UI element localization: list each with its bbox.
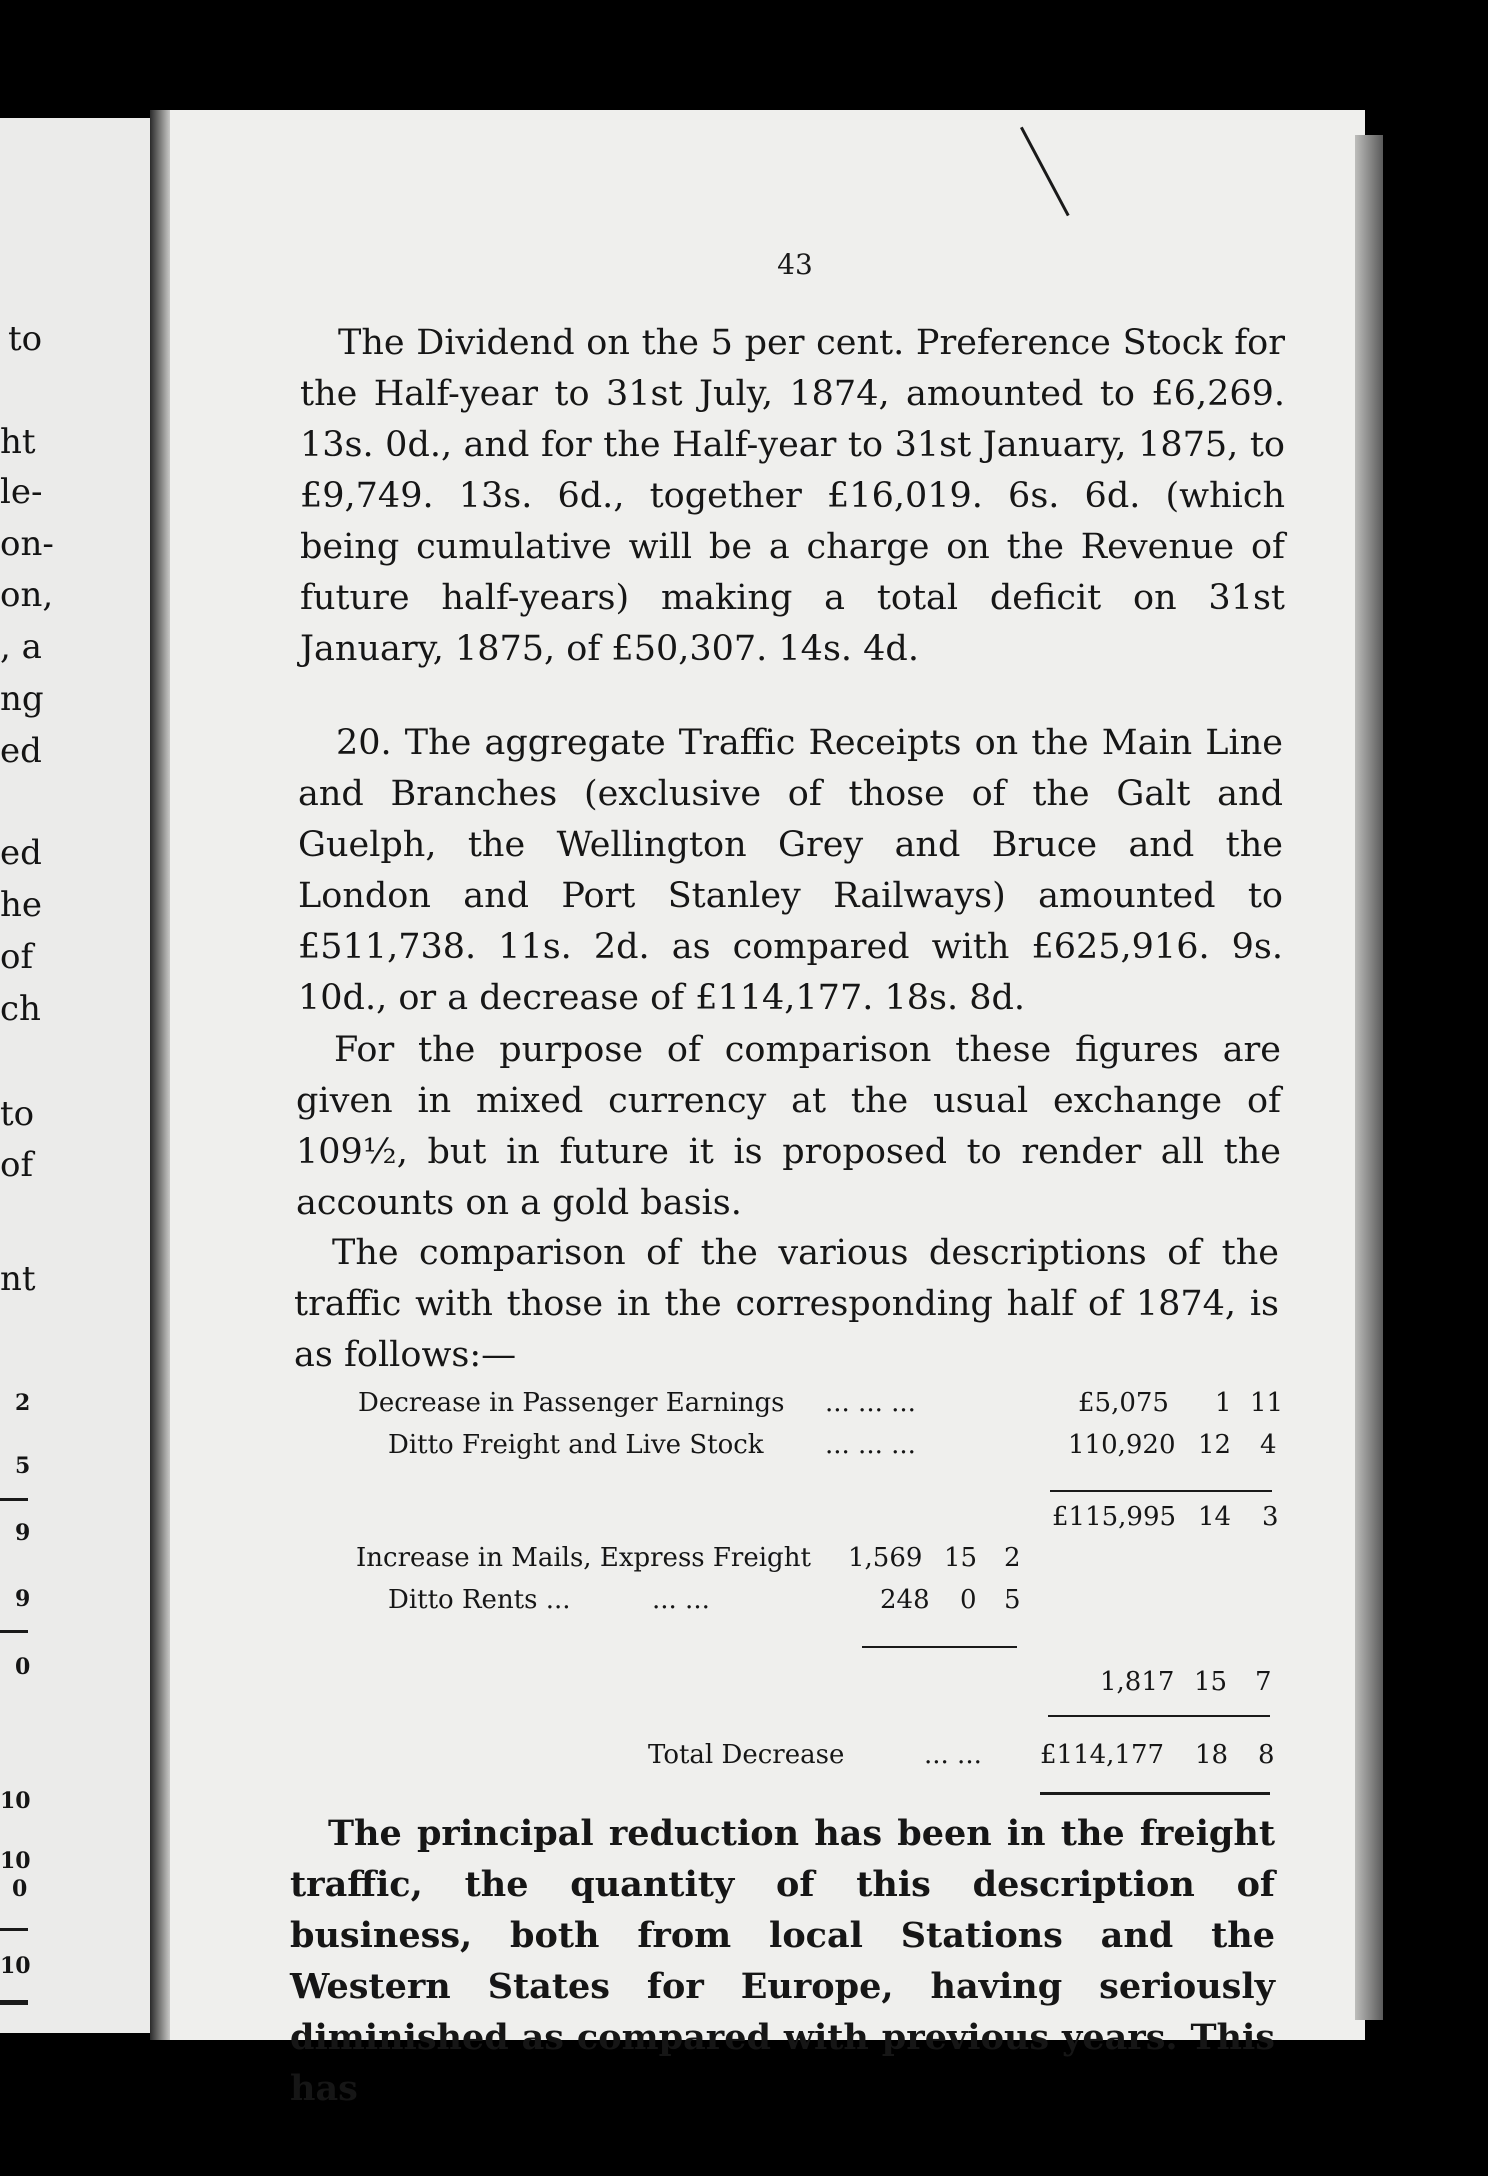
row-label: Increase in Mails, Express Freight	[356, 1543, 811, 1573]
left-fragment: of	[0, 937, 34, 977]
left-fragment: 10	[0, 1953, 31, 1979]
row-shillings: 18	[1195, 1740, 1229, 1770]
row-shillings: 15	[944, 1543, 978, 1573]
row-pence: 5	[1004, 1585, 1021, 1615]
left-fragment: 0	[12, 1876, 28, 1902]
table-rule	[1050, 1490, 1272, 1492]
table-row	[0, 1430, 1300, 1460]
row-amount: 110,920	[1068, 1430, 1176, 1460]
table-row	[0, 1585, 1300, 1615]
table-row	[0, 1543, 1300, 1573]
page-edge	[1355, 135, 1383, 2020]
row-pence: 8	[1258, 1740, 1275, 1770]
row-dots: ... ... ...	[825, 1430, 916, 1460]
row-pence: 2	[1004, 1543, 1021, 1573]
table-subtotal	[0, 1502, 1300, 1532]
left-fragment: nt	[0, 1259, 36, 1299]
table-row	[0, 1388, 1300, 1418]
row-dots: ... ... ...	[825, 1388, 916, 1418]
row-dots: ... ...	[652, 1585, 710, 1615]
row-pence: 4	[1260, 1430, 1277, 1460]
left-fragment: 10	[0, 1788, 31, 1814]
row-dots: ... ...	[924, 1740, 982, 1770]
row-pence: 11	[1250, 1388, 1284, 1418]
paragraph-dividend: The Dividend on the 5 per cent. Preference Stock for the Half-year to 31st July, 1874, amounted to £6,269. 13s. 0d., and for the Half-year to 31st January, 1875, to £9,749. 13s. 6d., together £16,019. 6s. 6d. (which being cumulative will be a charge on the Revenue of future half-years) making a total deficit on 31st January, 1875, of £50,307. 14s. 4d.	[300, 323, 1285, 669]
row-amount: 248	[880, 1585, 930, 1615]
row-pence: 3	[1262, 1502, 1279, 1532]
left-fragment: ht	[0, 422, 36, 462]
left-fragment: , a	[0, 627, 42, 667]
left-fragment: to	[0, 1094, 35, 1134]
row-pence: 7	[1255, 1667, 1272, 1697]
left-rule	[0, 1498, 28, 1501]
row-label: Total Decrease	[648, 1740, 845, 1770]
paragraph-comparison: The comparison of the various descriptions of the traffic with those in the corresponding half of 1874, is as follows:—	[294, 1233, 1279, 1375]
table-rule	[1040, 1792, 1270, 1795]
page-number: 43	[777, 248, 813, 281]
left-fragment: 9	[15, 1586, 31, 1612]
left-fragment: ng	[0, 679, 44, 719]
row-shillings: 0	[960, 1585, 977, 1615]
left-fragment: ed	[0, 833, 42, 873]
row-shillings: 14	[1198, 1502, 1232, 1532]
table-rule	[862, 1646, 1017, 1648]
left-fragment: le-	[0, 472, 43, 512]
row-label: Decrease in Passenger Earnings	[358, 1388, 785, 1418]
left-fragment: 10	[0, 1848, 31, 1874]
paragraph-freight-reduction: The principal reduction has been in the freight traffic, the quantity of this description of business, both from local Stations and the Western States for Europe, having seriously diminished as compared with previous years. This has	[290, 1813, 1275, 2109]
left-fragment: 9	[15, 1520, 31, 1546]
left-fragment: he	[0, 885, 43, 925]
row-amount: 1,817	[1100, 1667, 1175, 1697]
table-subtotal	[0, 1667, 1300, 1697]
left-fragment: 2	[15, 1390, 31, 1416]
row-label: Ditto Freight and Live Stock	[388, 1430, 764, 1460]
row-amount: £114,177	[1040, 1740, 1165, 1770]
row-amount: 1,569	[848, 1543, 923, 1573]
left-fragment: ed	[0, 731, 42, 771]
left-fragment: 0	[15, 1654, 31, 1680]
row-shillings: 15	[1194, 1667, 1228, 1697]
table-total	[0, 1740, 1300, 1770]
left-rule	[0, 1928, 28, 1931]
paragraph-traffic-receipts: 20. The aggregate Traffic Receipts on the Main Line and Branches (exclusive of those of the Galt and Guelph, the Wellington Grey and Bruce and the London and Port Stanley Railways) amounted to £511,738. 11s. 2d. as compared with £625,916. 9s. 10d., or a decrease of £114,177. 18s. 8d.	[298, 723, 1283, 1018]
left-fragment: ch	[0, 989, 41, 1029]
left-fragment: to	[8, 319, 43, 359]
left-rule	[0, 2000, 28, 2005]
left-fragment: of	[0, 1145, 34, 1185]
row-label: Ditto Rents ...	[388, 1585, 571, 1615]
row-amount: £5,075	[1078, 1388, 1169, 1418]
paragraph-currency: For the purpose of comparison these figures are given in mixed currency at the usual exchange of 109½, but in future it is proposed to render all the accounts on a gold basis.	[296, 1030, 1281, 1223]
row-shillings: 1	[1215, 1388, 1232, 1418]
left-fragment: 5	[15, 1453, 31, 1479]
row-amount: £115,995	[1052, 1502, 1177, 1532]
table-rule	[1048, 1715, 1270, 1717]
left-rule	[0, 1630, 28, 1633]
left-fragment: on-	[0, 524, 54, 564]
row-shillings: 12	[1198, 1430, 1232, 1460]
left-fragment: on,	[0, 575, 54, 615]
